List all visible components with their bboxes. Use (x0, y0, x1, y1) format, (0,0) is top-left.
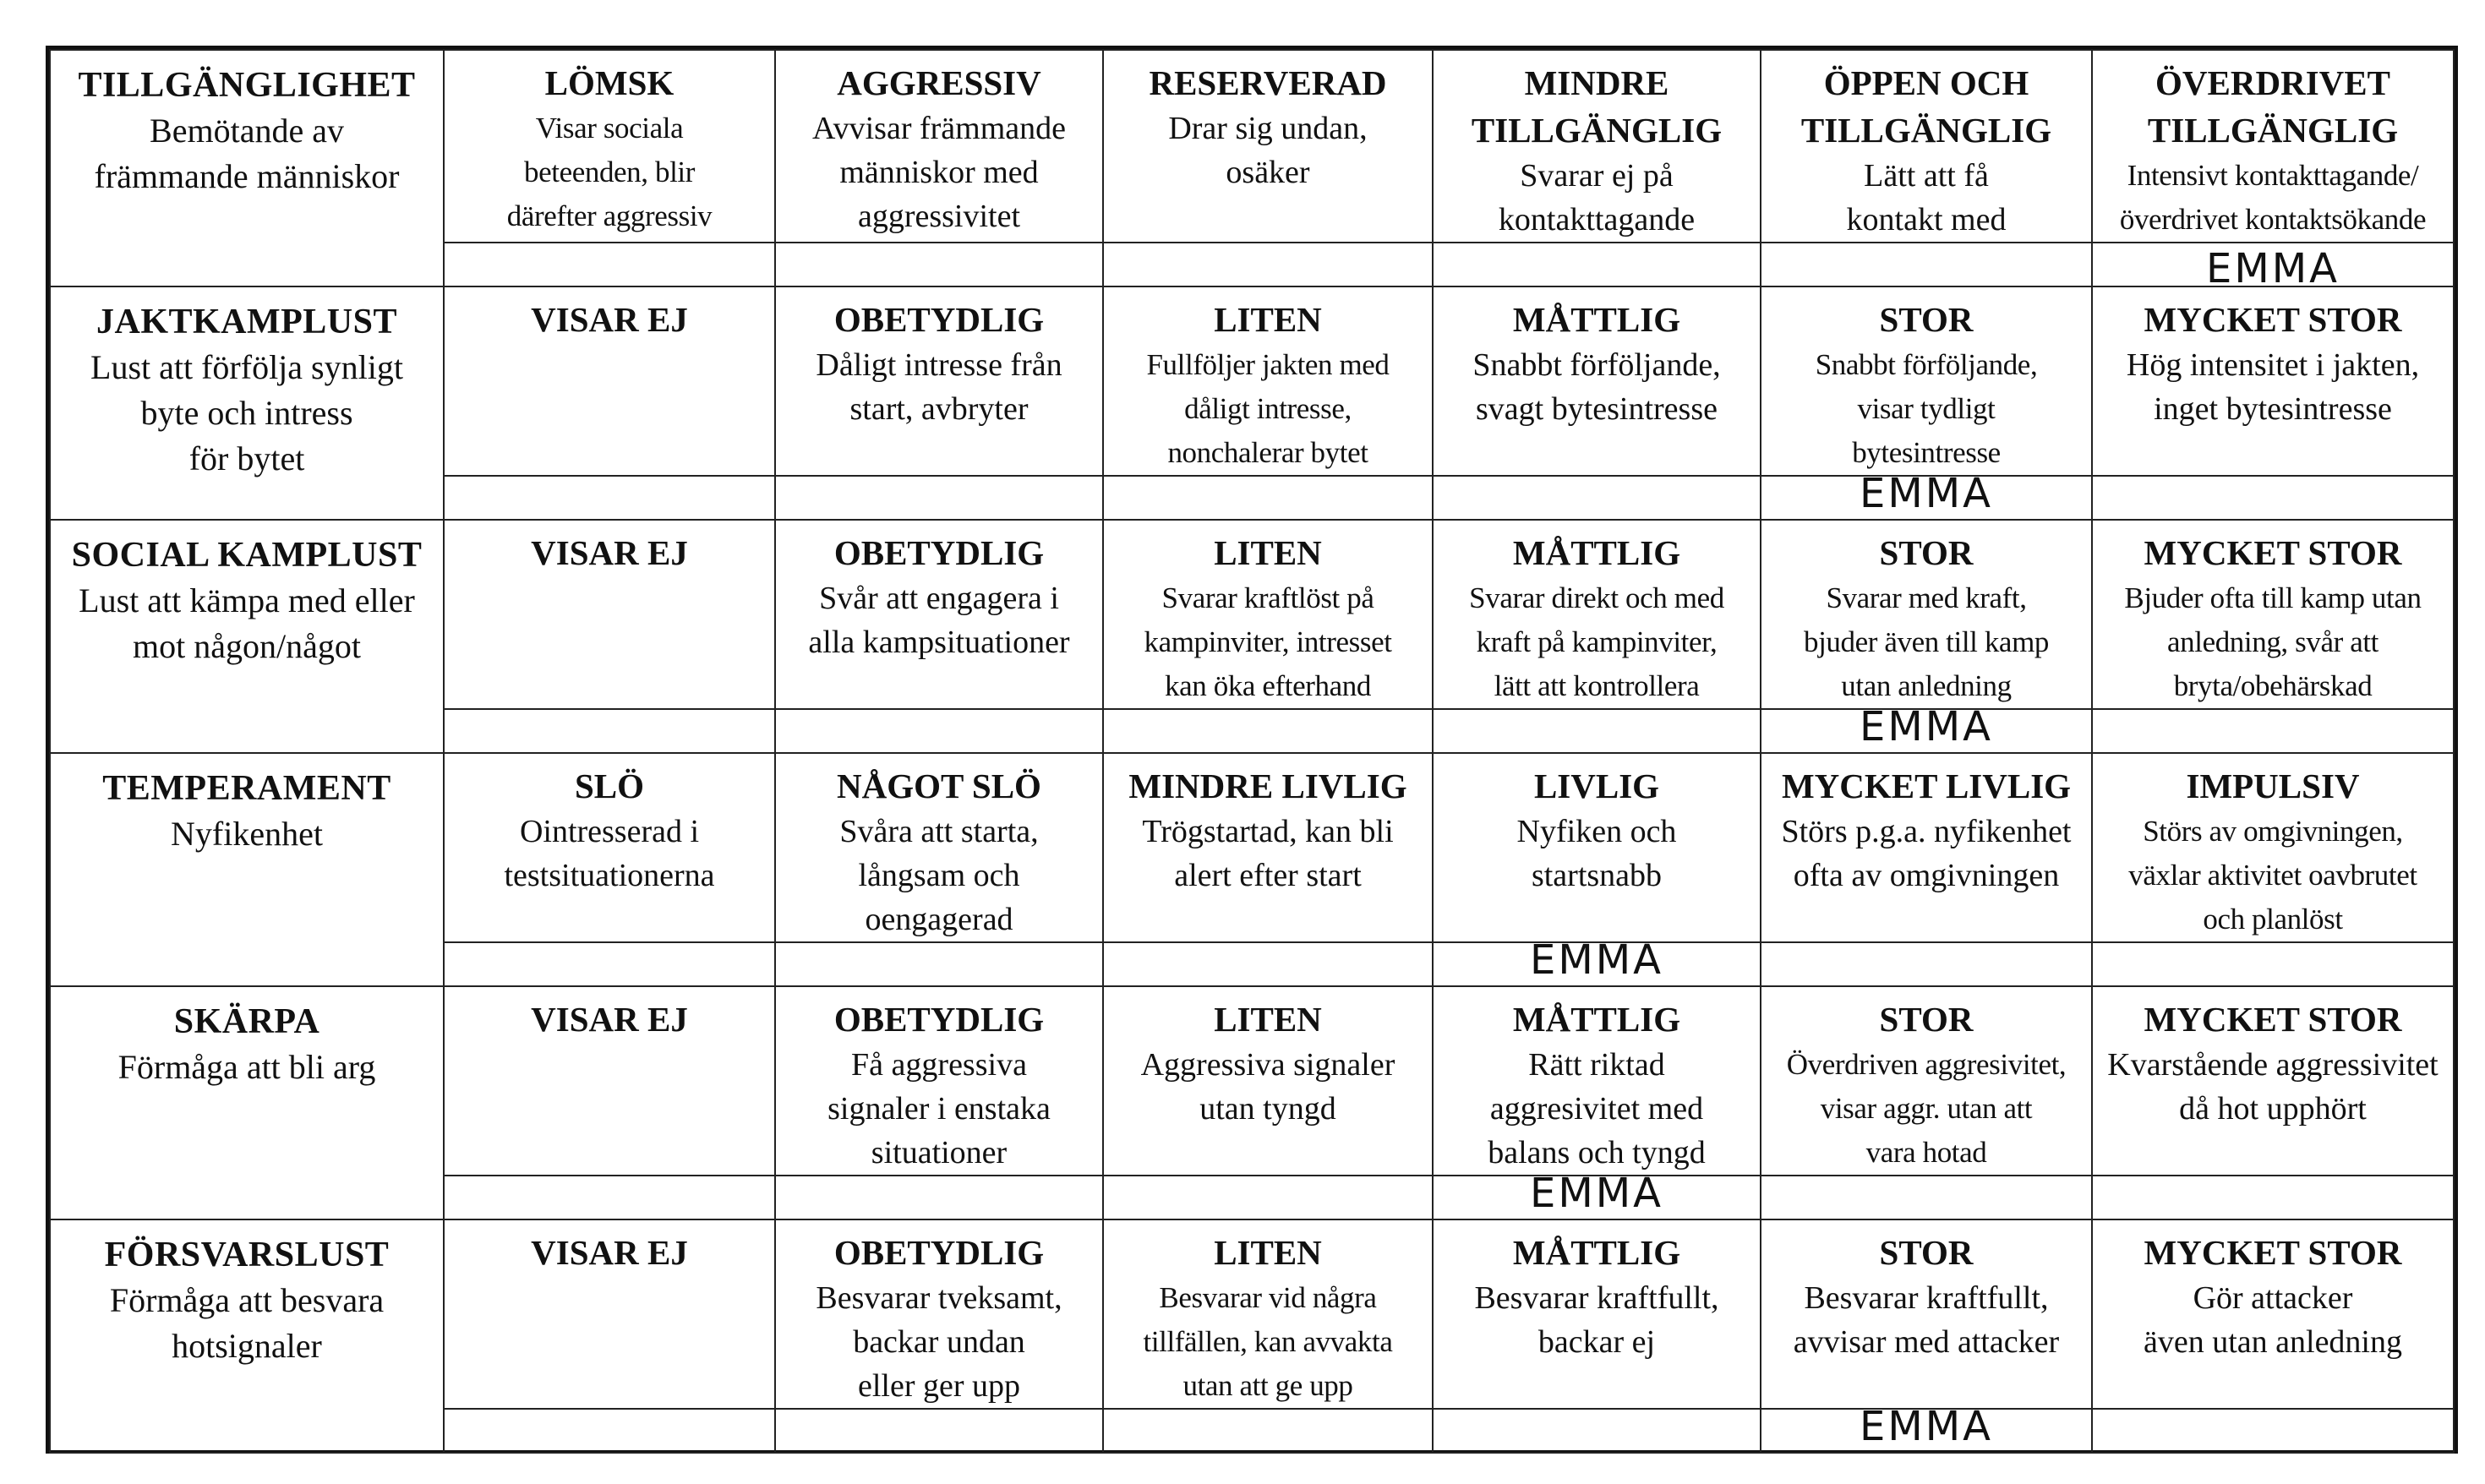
level-cell (2092, 1219, 2454, 1409)
level-cell (1433, 50, 1761, 243)
level-cell (1433, 520, 1761, 709)
marking-cell[interactable] (444, 942, 775, 986)
level-description: Avvisar främmande människor med aggressivitet (811, 111, 1066, 234)
trait-title: JAKTKAMPLUST (96, 303, 398, 341)
level-description: Intensivt kontakttagande/ överdrivet kontaktsökande (2119, 159, 2427, 236)
level-cell (444, 1219, 775, 1409)
level-title: MINDRE LIVLIG (1128, 767, 1407, 805)
level-title: VISAR EJ (531, 300, 688, 339)
marking-cell[interactable] (775, 942, 1103, 986)
level-title: ÖVERDRIVET TILLGÄNGLIG (2147, 63, 2399, 150)
level-cell (1761, 986, 2092, 1176)
marking-cell[interactable] (2092, 243, 2454, 292)
level-cell (1103, 986, 1433, 1176)
marking-cell[interactable] (444, 476, 775, 520)
level-title: MYCKET STOR (2144, 1233, 2402, 1272)
marking-cell[interactable] (775, 709, 1103, 753)
level-cell (2092, 286, 2454, 476)
trait-title: SOCIAL KAMPLUST (71, 536, 423, 575)
table-row (50, 753, 2454, 942)
trait-description: Förmåga att bli arg (117, 1048, 376, 1086)
level-title: VISAR EJ (531, 1233, 688, 1272)
level-description: Lätt att få kontakt med (1846, 158, 2007, 237)
level-cell (444, 753, 775, 942)
marking-cell[interactable] (1433, 476, 1761, 520)
marking-cell[interactable] (1761, 1176, 2092, 1219)
level-description: Hög intensitet i jakten, inget bytesintresse (2126, 347, 2420, 427)
marking-cell[interactable] (2092, 476, 2454, 520)
level-title: STOR (1879, 1233, 1974, 1272)
level-title: RESERVERAD (1149, 63, 1387, 102)
trait-description: Nyfikenhet (171, 815, 323, 853)
level-title: MYCKET STOR (2144, 300, 2402, 339)
level-title: MYCKET STOR (2144, 1000, 2402, 1039)
marking-cell[interactable] (2092, 942, 2454, 986)
table-row (50, 286, 2454, 476)
level-description: Överdriven aggresivitet, visar aggr. utan att vara hotad (1786, 1048, 2067, 1169)
level-cell (1433, 986, 1761, 1176)
level-description: Störs av omgivningen, växlar aktivitet oavbrutet och planlöst (2128, 815, 2417, 936)
level-title: MÅTTLIG (1512, 1000, 1681, 1039)
handwritten-mark: EMMA (1860, 470, 1993, 517)
marking-cell[interactable] (1433, 709, 1761, 753)
trait-description: Bemötande av främmande människor (94, 112, 400, 195)
level-title: STOR (1879, 300, 1974, 339)
level-title: LIVLIG (1533, 767, 1660, 805)
level-title: OBETYDLIG (833, 1000, 1045, 1039)
level-title: IMPULSIV (2186, 767, 2360, 805)
level-title: MÅTTLIG (1512, 1233, 1681, 1272)
marking-cell[interactable] (444, 243, 775, 286)
marking-cell[interactable] (1433, 1170, 1761, 1219)
assessment-sheet (46, 46, 2458, 1454)
level-description: Besvarar kraftfullt, backar ej (1474, 1280, 1719, 1360)
trait-cell-forsvarslust (50, 1219, 444, 1453)
level-description: Visar sociala beteenden, blir därefter aggressiv (506, 112, 713, 232)
level-description: Kvarstående aggressivitet då hot upphört (2107, 1047, 2439, 1127)
level-cell (1761, 1219, 2092, 1409)
level-description: Svarar ej på kontakttagande (1498, 158, 1696, 237)
handwritten-mark: EMMA (1860, 1403, 1993, 1450)
level-description: Snabbt förföljande, visar tydligt bytesintresse (1815, 348, 2038, 469)
level-cell (2092, 753, 2454, 942)
marking-cell[interactable] (775, 243, 1103, 286)
marking-cell[interactable] (1103, 1409, 1433, 1453)
trait-description: Lust att kämpa med eller mot någon/något (79, 581, 415, 665)
trait-cell-skarpa (50, 986, 444, 1219)
marking-cell[interactable] (444, 709, 775, 753)
level-title: OBETYDLIG (833, 1233, 1045, 1272)
trait-title: FÖRSVARSLUST (104, 1236, 390, 1274)
level-title: AGGRESSIV (837, 63, 1041, 102)
level-cell (1433, 753, 1761, 942)
level-cell (775, 753, 1103, 942)
trait-cell-tillganglighet (50, 50, 444, 286)
level-title: MINDRE TILLGÄNGLIG (1471, 63, 1723, 150)
marking-cell[interactable] (1103, 942, 1433, 986)
level-description: Besvarar tveksamt, backar undan eller ger upp (816, 1280, 1062, 1404)
level-title: LÖMSK (544, 63, 674, 102)
level-description: Fullföljer jakten med dåligt intresse, nonchalerar bytet (1146, 348, 1390, 469)
level-description: Få aggressiva signaler i enstaka situationer (827, 1047, 1051, 1170)
level-cell (1103, 1219, 1433, 1409)
marking-cell[interactable] (1103, 709, 1433, 753)
marking-cell[interactable] (1761, 942, 2092, 986)
marking-cell[interactable] (444, 1176, 775, 1219)
level-cell (1433, 286, 1761, 476)
marking-cell[interactable] (1433, 243, 1761, 286)
marking-cell[interactable] (1433, 1409, 1761, 1453)
level-description: Svår att engagera i alla kampsituationer (808, 581, 1070, 660)
level-title: MYCKET STOR (2144, 533, 2402, 572)
marking-cell[interactable] (444, 1409, 775, 1453)
level-cell (1103, 286, 1433, 476)
marking-cell[interactable] (2092, 709, 2454, 753)
marking-cell[interactable] (775, 1176, 1103, 1219)
level-cell (775, 986, 1103, 1176)
level-cell (444, 50, 775, 243)
level-description: Snabbt förföljande, svagt bytesintresse (1472, 347, 1721, 427)
level-cell (444, 286, 775, 476)
level-description: Rätt riktad aggresivitet med balans och tyngd (1488, 1047, 1706, 1170)
marking-cell[interactable] (1761, 470, 2092, 520)
level-title: NÅGOT SLÖ (837, 767, 1041, 805)
level-cell (2092, 50, 2454, 243)
trait-description: Lust att förfölja synligt byte och intress för bytet (90, 348, 403, 477)
level-cell (775, 520, 1103, 709)
level-description: Svarar med kraft, bjuder även till kamp utan anledning (1804, 581, 2049, 702)
handwritten-mark: EMMA (1530, 1170, 1663, 1217)
level-title: STOR (1879, 533, 1974, 572)
marking-cell[interactable] (1103, 476, 1433, 520)
marking-cell[interactable] (2092, 1409, 2454, 1453)
level-description: Svåra att starta, långsam och oengagerad (839, 814, 1039, 937)
table-row (50, 986, 2454, 1176)
trait-cell-jaktkamplust (50, 286, 444, 520)
marking-cell[interactable] (1761, 243, 2092, 286)
level-title: VISAR EJ (531, 533, 688, 572)
marking-cell[interactable] (1103, 1176, 1433, 1219)
level-title: VISAR EJ (531, 1000, 688, 1039)
level-title: LITEN (1214, 1000, 1322, 1039)
level-title: LITEN (1214, 300, 1322, 339)
level-cell (1103, 520, 1433, 709)
level-cell (1761, 753, 2092, 942)
trait-description: Förmåga att besvara hotsignaler (109, 1281, 385, 1365)
level-cell (775, 286, 1103, 476)
level-description: Nyfiken och startsnabb (1516, 814, 1677, 893)
table-row (50, 1219, 2454, 1409)
table-row (50, 50, 2454, 243)
level-cell (1433, 1219, 1761, 1409)
marking-cell[interactable] (1433, 936, 1761, 986)
level-cell (1103, 50, 1433, 243)
level-description: Drar sig undan, osäker (1168, 111, 1368, 190)
trait-title: SKÄRPA (173, 1002, 320, 1041)
handwritten-mark: EMMA (1860, 703, 1993, 750)
level-description: Trögstartad, kan bli alert efter start (1142, 814, 1394, 893)
marking-cell[interactable] (2092, 1176, 2454, 1219)
level-title: LITEN (1214, 1233, 1322, 1272)
level-description: Besvarar vid några tillfällen, kan avvakta utan att ge upp (1143, 1281, 1393, 1402)
level-title: ÖPPEN OCH TILLGÄNGLIG (1800, 63, 2052, 150)
level-description: Svarar direkt och med kraft på kampinviter, lätt att kontrollera (1469, 581, 1724, 702)
level-cell (444, 520, 775, 709)
trait-title: TILLGÄNGLIGHET (78, 66, 416, 105)
level-cell (2092, 986, 2454, 1176)
level-cell (775, 1219, 1103, 1409)
level-description: Dåligt intresse från start, avbryter (816, 347, 1062, 427)
level-cell (775, 50, 1103, 243)
level-cell (1761, 286, 2092, 476)
marking-cell[interactable] (1761, 1403, 2092, 1453)
level-title: OBETYDLIG (833, 300, 1045, 339)
level-cell (444, 986, 775, 1176)
level-cell (2092, 520, 2454, 709)
level-title: MYCKET LIVLIG (1781, 767, 2072, 805)
level-title: LITEN (1214, 533, 1322, 572)
level-description: Besvarar kraftfullt, avvisar med attacker (1793, 1280, 2060, 1360)
level-title: STOR (1879, 1000, 1974, 1039)
level-cell (1103, 753, 1433, 942)
handwritten-mark: EMMA (2206, 245, 2340, 292)
level-description: Ointresserad i testsituationerna (504, 814, 715, 893)
level-description: Aggressiva signaler utan tyngd (1140, 1047, 1395, 1127)
level-description: Störs p.g.a. nyfikenhet ofta av omgivningen (1781, 814, 2072, 893)
marking-cell[interactable] (1761, 703, 2092, 753)
marking-cell[interactable] (1103, 243, 1433, 286)
level-title: MÅTTLIG (1512, 533, 1681, 572)
level-description: Svarar kraftlöst på kampinviter, intresset kan öka efterhand (1144, 581, 1392, 702)
trait-title: TEMPERAMENT (102, 769, 391, 808)
level-cell (1761, 520, 2092, 709)
level-cell (1761, 50, 2092, 243)
handwritten-mark: EMMA (1530, 936, 1663, 984)
marking-cell[interactable] (775, 476, 1103, 520)
level-title: MÅTTLIG (1512, 300, 1681, 339)
level-title: SLÖ (574, 767, 645, 805)
level-title: OBETYDLIG (833, 533, 1045, 572)
trait-cell-social-kamplust (50, 520, 444, 753)
trait-cell-temperament (50, 753, 444, 986)
level-description: Gör attacker även utan anledning (2143, 1280, 2402, 1360)
level-description: Bjuder ofta till kamp utan anledning, svår att bryta/obehärskad (2124, 581, 2422, 702)
table-row (50, 520, 2454, 709)
temperament-grid (49, 49, 2455, 1454)
marking-cell[interactable] (775, 1409, 1103, 1453)
